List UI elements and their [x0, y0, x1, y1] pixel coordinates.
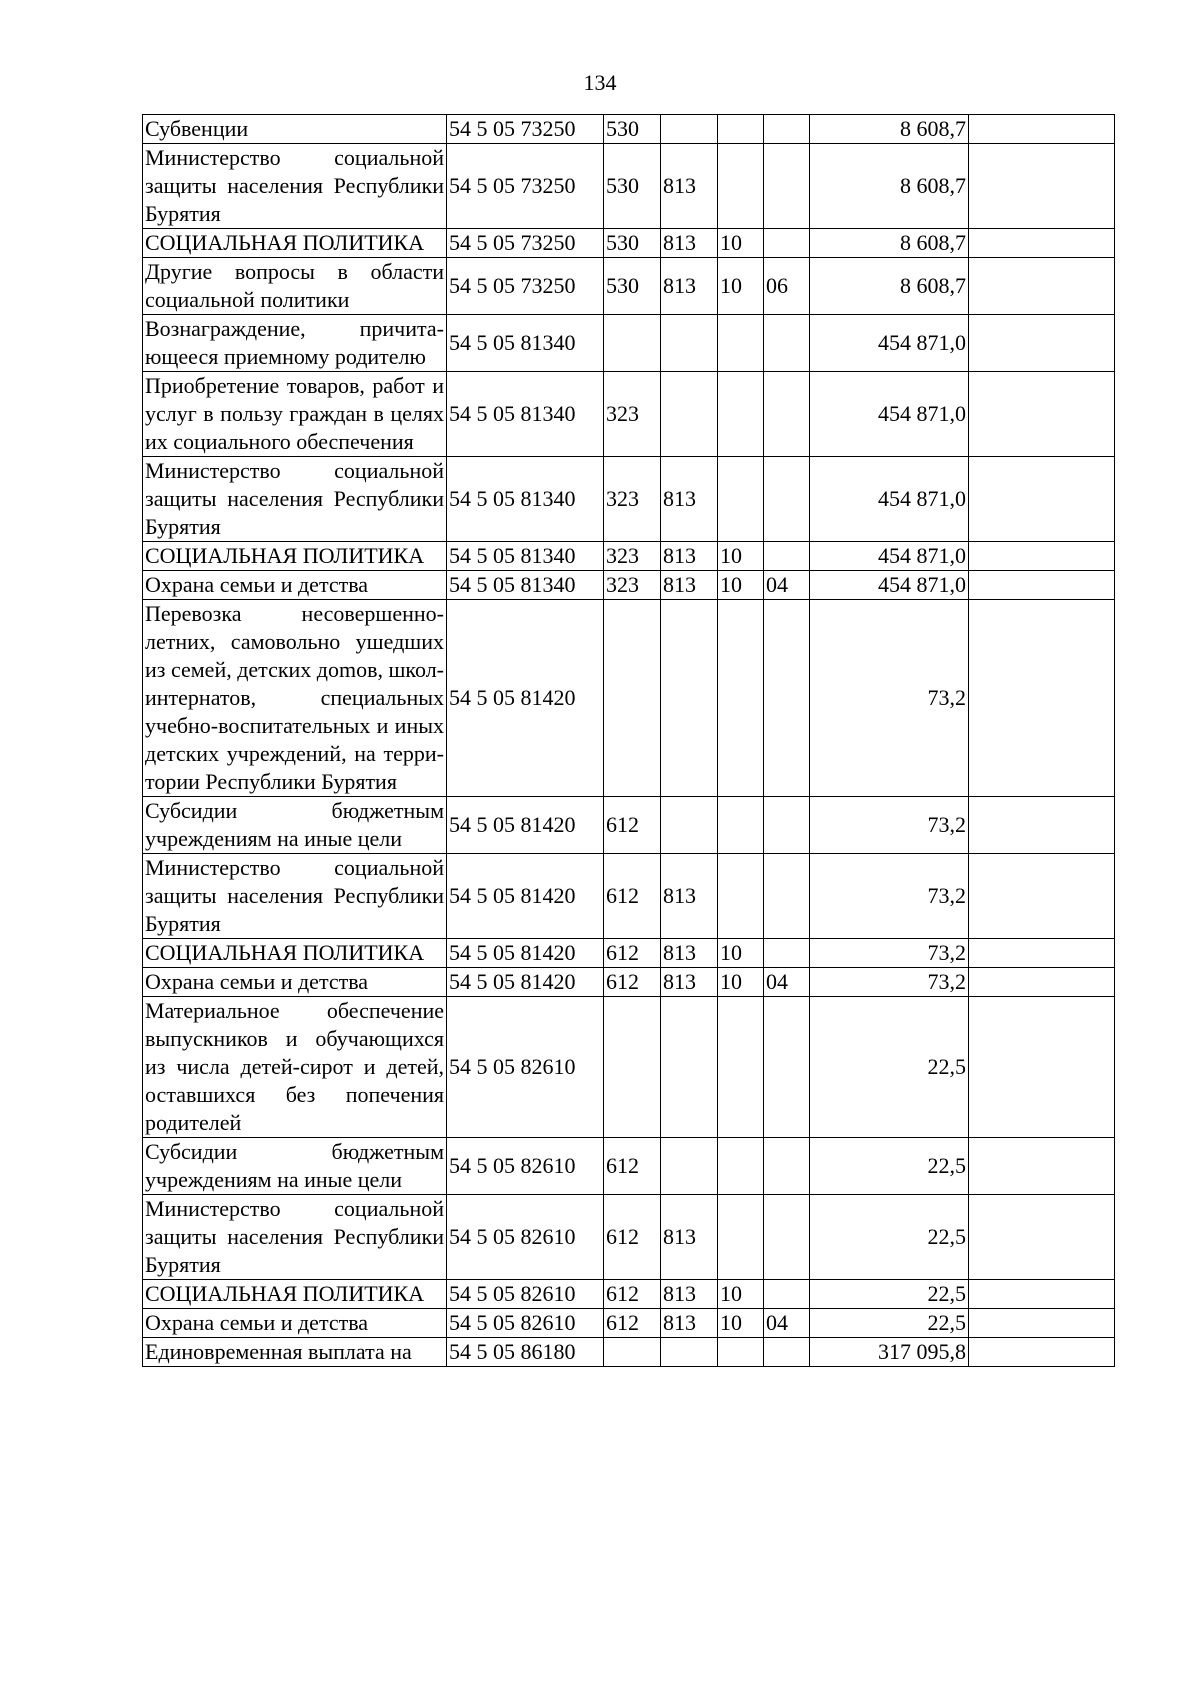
row-name-cell: Охрана семьи и детства [143, 571, 447, 600]
subsection-cell [764, 1195, 810, 1280]
row-name-cell: Единовременная выплата на [143, 1338, 447, 1367]
section-cell [718, 997, 764, 1138]
administrator-code-cell [661, 372, 718, 457]
expense-type-cell: 530 [604, 115, 661, 144]
table-row [143, 258, 1115, 315]
table-row [143, 115, 1115, 144]
expense-type-cell [604, 1338, 661, 1367]
subsection-cell [764, 1138, 810, 1195]
administrator-code-cell [661, 1138, 718, 1195]
target-code-cell: 54 5 05 82610 [447, 1280, 604, 1309]
empty-cell [969, 1138, 1115, 1195]
section-cell: 10 [718, 939, 764, 968]
subsection-cell [764, 600, 810, 797]
table-row [143, 854, 1115, 939]
row-name-cell: Субсидии бюджетным учреждениям на иные цели [143, 1138, 447, 1195]
target-code-cell: 54 5 05 81420 [447, 939, 604, 968]
expense-type-cell: 323 [604, 457, 661, 542]
expense-type-cell: 612 [604, 1309, 661, 1338]
row-name-cell: Охрана семьи и детства [143, 1309, 447, 1338]
empty-cell [969, 1195, 1115, 1280]
administrator-code-cell: 813 [661, 1195, 718, 1280]
empty-cell [969, 797, 1115, 854]
administrator-code-cell: 813 [661, 229, 718, 258]
administrator-code-cell: 813 [661, 1309, 718, 1338]
empty-cell [969, 258, 1115, 315]
target-code-cell: 54 5 05 81420 [447, 600, 604, 797]
amount-cell: 454 871,0 [810, 542, 969, 571]
amount-cell: 73,2 [810, 968, 969, 997]
section-cell: 10 [718, 1280, 764, 1309]
target-code-cell: 54 5 05 81340 [447, 372, 604, 457]
target-code-cell: 54 5 05 81340 [447, 457, 604, 542]
amount-cell: 8 608,7 [810, 229, 969, 258]
table-body [143, 115, 1115, 1367]
amount-cell: 454 871,0 [810, 571, 969, 600]
subsection-cell [764, 315, 810, 372]
row-name-cell: Министерство социальной защиты населения Республики Бурятия [143, 1195, 447, 1280]
table-row [143, 1280, 1115, 1309]
expense-type-cell [604, 997, 661, 1138]
row-name-cell: Материальное обеспечение выпускников и обучающихся из числа детей-сирот и детей, оставшихся без попечения родителей [143, 997, 447, 1138]
target-code-cell: 54 5 05 81420 [447, 797, 604, 854]
section-cell [718, 854, 764, 939]
subsection-cell: 04 [764, 571, 810, 600]
section-cell: 10 [718, 968, 764, 997]
amount-cell: 454 871,0 [810, 457, 969, 542]
expense-type-cell: 612 [604, 1138, 661, 1195]
amount-cell: 8 608,7 [810, 115, 969, 144]
administrator-code-cell: 813 [661, 258, 718, 315]
target-code-cell: 54 5 05 82610 [447, 1309, 604, 1338]
subsection-cell [764, 144, 810, 229]
section-cell [718, 600, 764, 797]
subsection-cell [764, 997, 810, 1138]
empty-cell [969, 542, 1115, 571]
target-code-cell: 54 5 05 73250 [447, 115, 604, 144]
expense-type-cell: 612 [604, 797, 661, 854]
target-code-cell: 54 5 05 82610 [447, 1195, 604, 1280]
target-code-cell: 54 5 05 82610 [447, 997, 604, 1138]
target-code-cell: 54 5 05 73250 [447, 144, 604, 229]
target-code-cell: 54 5 05 81420 [447, 854, 604, 939]
expense-type-cell: 530 [604, 229, 661, 258]
subsection-cell [764, 1280, 810, 1309]
section-cell [718, 144, 764, 229]
section-cell [718, 797, 764, 854]
row-name-cell: Субсидии бюджетным учреждениям на иные цели [143, 797, 447, 854]
row-name-cell: Министерство социальной защиты населения Республики Бурятия [143, 457, 447, 542]
target-code-cell: 54 5 05 81340 [447, 315, 604, 372]
administrator-code-cell: 813 [661, 542, 718, 571]
expense-type-cell: 612 [604, 1280, 661, 1309]
table-row [143, 315, 1115, 372]
administrator-code-cell: 813 [661, 968, 718, 997]
administrator-code-cell: 813 [661, 457, 718, 542]
table-row [143, 968, 1115, 997]
subsection-cell [764, 115, 810, 144]
section-cell [718, 457, 764, 542]
section-cell: 10 [718, 258, 764, 315]
amount-cell: 317 095,8 [810, 1338, 969, 1367]
table-row [143, 144, 1115, 229]
table-row [143, 997, 1115, 1138]
subsection-cell [764, 457, 810, 542]
amount-cell: 22,5 [810, 1138, 969, 1195]
target-code-cell: 54 5 05 73250 [447, 229, 604, 258]
table-row [143, 229, 1115, 258]
table-row [143, 939, 1115, 968]
table-row [143, 797, 1115, 854]
section-cell: 10 [718, 229, 764, 258]
amount-cell: 8 608,7 [810, 258, 969, 315]
administrator-code-cell [661, 315, 718, 372]
target-code-cell: 54 5 05 82610 [447, 1138, 604, 1195]
amount-cell: 22,5 [810, 1309, 969, 1338]
administrator-code-cell: 813 [661, 854, 718, 939]
empty-cell [969, 571, 1115, 600]
empty-cell [969, 1280, 1115, 1309]
subsection-cell [764, 1338, 810, 1367]
section-cell: 10 [718, 1309, 764, 1338]
administrator-code-cell [661, 115, 718, 144]
empty-cell [969, 115, 1115, 144]
expense-type-cell [604, 315, 661, 372]
subsection-cell: 06 [764, 258, 810, 315]
expense-type-cell: 612 [604, 1195, 661, 1280]
section-cell [718, 115, 764, 144]
table-row [143, 600, 1115, 797]
empty-cell [969, 144, 1115, 229]
amount-cell: 73,2 [810, 854, 969, 939]
subsection-cell [764, 797, 810, 854]
empty-cell [969, 1338, 1115, 1367]
row-name-cell: Другие вопросы в области социальной политики [143, 258, 447, 315]
empty-cell [969, 939, 1115, 968]
row-name-cell: Охрана семьи и детства [143, 968, 447, 997]
row-name-cell: Перевозка несовершеннолетних, самовольно ушедших из семей, детских доmов, школ-интернатов, специальных учебно-воспитательных и иных детских учреждений, на территории Республики Бурятия [143, 600, 447, 797]
subsection-cell: 04 [764, 968, 810, 997]
administrator-code-cell: 813 [661, 1280, 718, 1309]
budget-table [142, 114, 1115, 1367]
row-name-cell: Министерство социальной защиты населения Республики Бурятия [143, 144, 447, 229]
subsection-cell [764, 939, 810, 968]
target-code-cell: 54 5 05 86180 [447, 1338, 604, 1367]
subsection-cell [764, 854, 810, 939]
table-row [143, 372, 1115, 457]
empty-cell [969, 997, 1115, 1138]
table-row [143, 1309, 1115, 1338]
expense-type-cell: 530 [604, 144, 661, 229]
section-cell: 10 [718, 542, 764, 571]
administrator-code-cell: 813 [661, 939, 718, 968]
row-name-cell: СОЦИАЛЬНАЯ ПОЛИТИКА [143, 542, 447, 571]
table-row [143, 571, 1115, 600]
row-name-cell: СОЦИАЛЬНАЯ ПОЛИТИКА [143, 939, 447, 968]
row-name-cell: Вознаграждение, причитающееся приемному родителю [143, 315, 447, 372]
amount-cell: 73,2 [810, 939, 969, 968]
row-name-cell: СОЦИАЛЬНАЯ ПОЛИТИКА [143, 229, 447, 258]
amount-cell: 8 608,7 [810, 144, 969, 229]
table-row [143, 1195, 1115, 1280]
administrator-code-cell [661, 797, 718, 854]
target-code-cell: 54 5 05 73250 [447, 258, 604, 315]
table-row [143, 542, 1115, 571]
expense-type-cell: 612 [604, 968, 661, 997]
subsection-cell [764, 229, 810, 258]
administrator-code-cell [661, 1338, 718, 1367]
amount-cell: 73,2 [810, 600, 969, 797]
section-cell: 10 [718, 571, 764, 600]
row-name-cell: СОЦИАЛЬНАЯ ПОЛИТИКА [143, 1280, 447, 1309]
administrator-code-cell [661, 997, 718, 1138]
row-name-cell: Министерство социальной защиты населения Республики Бурятия [143, 854, 447, 939]
section-cell [718, 315, 764, 372]
section-cell [718, 1195, 764, 1280]
amount-cell: 454 871,0 [810, 315, 969, 372]
subsection-cell [764, 372, 810, 457]
section-cell [718, 1338, 764, 1367]
administrator-code-cell: 813 [661, 571, 718, 600]
subsection-cell [764, 542, 810, 571]
administrator-code-cell [661, 600, 718, 797]
empty-cell [969, 600, 1115, 797]
empty-cell [969, 968, 1115, 997]
expense-type-cell: 612 [604, 939, 661, 968]
page-number: 134 [583, 70, 617, 95]
amount-cell: 73,2 [810, 797, 969, 854]
section-cell [718, 1138, 764, 1195]
expense-type-cell: 323 [604, 571, 661, 600]
empty-cell [969, 315, 1115, 372]
row-name-cell: Приобретение товаров, работ и услуг в пользу граждан в целях их социального обеспечения [143, 372, 447, 457]
expense-type-cell: 323 [604, 542, 661, 571]
empty-cell [969, 457, 1115, 542]
row-name-cell: Субвенции [143, 115, 447, 144]
administrator-code-cell: 813 [661, 144, 718, 229]
expense-type-cell: 530 [604, 258, 661, 315]
target-code-cell: 54 5 05 81420 [447, 968, 604, 997]
table-row [143, 1138, 1115, 1195]
table-row [143, 1338, 1115, 1367]
amount-cell: 22,5 [810, 1195, 969, 1280]
section-cell [718, 372, 764, 457]
amount-cell: 22,5 [810, 997, 969, 1138]
target-code-cell: 54 5 05 81340 [447, 542, 604, 571]
expense-type-cell [604, 600, 661, 797]
empty-cell [969, 854, 1115, 939]
expense-type-cell: 323 [604, 372, 661, 457]
subsection-cell: 04 [764, 1309, 810, 1338]
amount-cell: 454 871,0 [810, 372, 969, 457]
target-code-cell: 54 5 05 81340 [447, 571, 604, 600]
empty-cell [969, 1309, 1115, 1338]
amount-cell: 22,5 [810, 1280, 969, 1309]
empty-cell [969, 229, 1115, 258]
table-row [143, 457, 1115, 542]
expense-type-cell: 612 [604, 854, 661, 939]
empty-cell [969, 372, 1115, 457]
